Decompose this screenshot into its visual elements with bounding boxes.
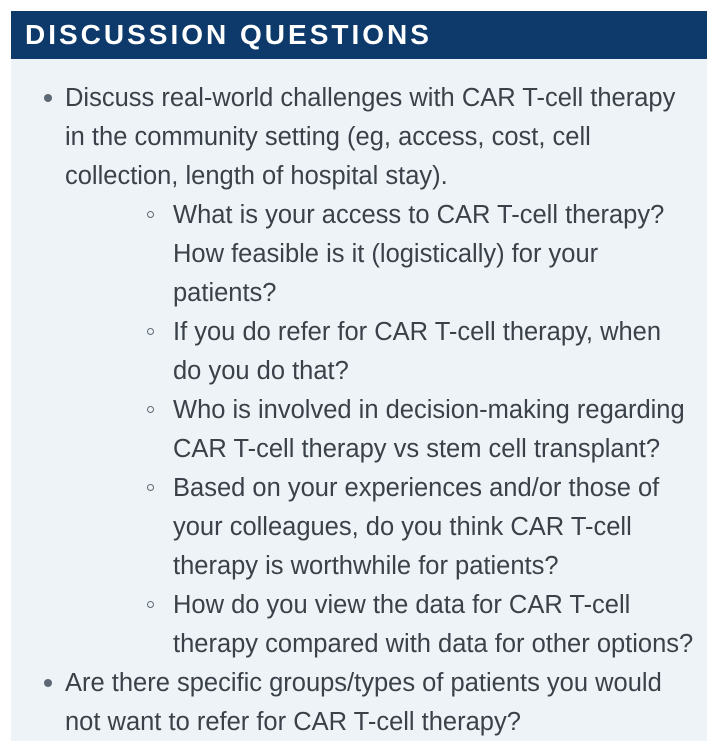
hollow-bullet-icon: [147, 484, 154, 491]
sub-question-text: How do you view the data for CAR T-cell therapy compared with data for other options?: [173, 591, 694, 658]
question-text: Are there specific groups/types of patients you would not want to refer for CAR T-cell therapy?: [65, 669, 662, 736]
list-item: [65, 196, 695, 313]
questions-content: [11, 59, 707, 742]
list-item: [65, 586, 695, 664]
hollow-bullet-icon: [147, 601, 154, 608]
sub-question-text: Who is involved in decision-making regarding CAR T-cell therapy vs stem cell transplant?: [173, 396, 685, 463]
header-bar: [11, 11, 707, 59]
sub-questions-list: [65, 196, 695, 664]
list-item: [11, 664, 695, 742]
discussion-questions-box: [11, 11, 707, 741]
list-item: [11, 79, 695, 664]
hollow-bullet-icon: [147, 328, 154, 335]
bullet-icon: [44, 679, 52, 687]
hollow-bullet-icon: [147, 211, 154, 218]
questions-list: [11, 79, 695, 742]
list-item: [65, 313, 695, 391]
page-title: DISCUSSION QUESTIONS: [25, 19, 432, 50]
question-text: Discuss real-world challenges with CAR T-cell therapy in the community setting (eg, access, cost, cell collection, length of hospital stay).: [65, 84, 676, 190]
sub-question-text: What is your access to CAR T-cell therapy? How feasible is it (logistically) for your patients?: [173, 201, 665, 307]
bullet-icon: [44, 94, 52, 102]
hollow-bullet-icon: [147, 406, 154, 413]
list-item: [65, 391, 695, 469]
sub-question-text: Based on your experiences and/or those of your colleagues, do you think CAR T-cell therapy is worthwhile for patients?: [173, 474, 660, 580]
sub-question-text: If you do refer for CAR T-cell therapy, when do you do that?: [173, 318, 662, 385]
list-item: [65, 469, 695, 586]
